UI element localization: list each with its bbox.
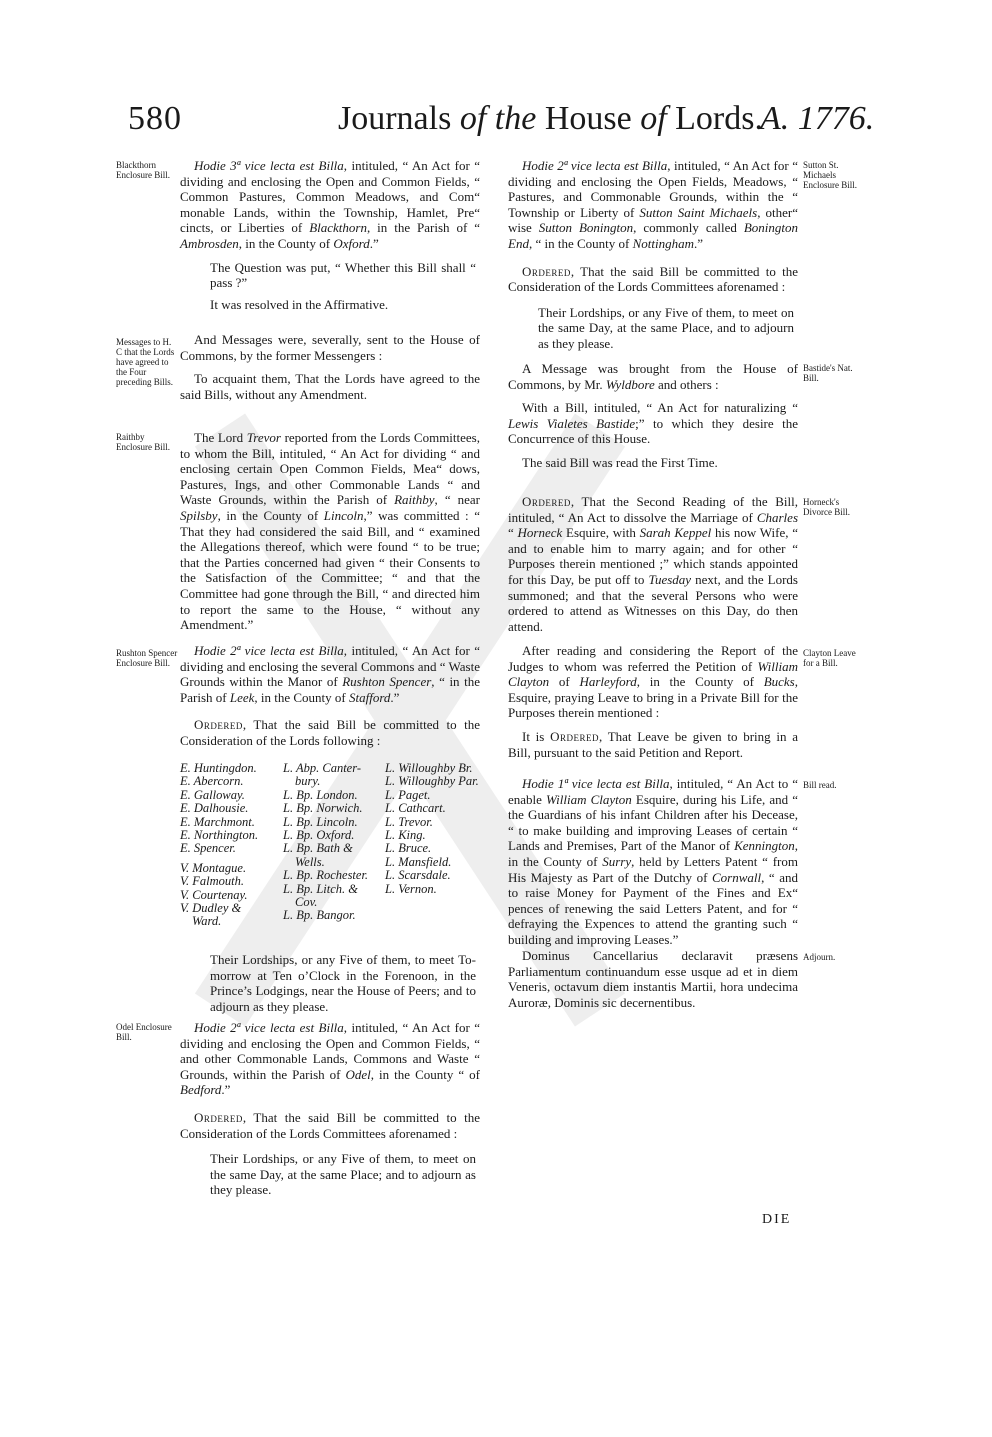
entry-horneck [508,494,798,634]
peer: V. Dudley & [180,901,242,916]
margin-note-adjourn: Adjourn. [803,952,836,962]
peer: L. Bp. Oxford. [283,828,355,843]
peer: L. Bruce. [385,841,432,856]
entry-raithby [180,430,480,633]
margin-note-bastide: Bastide's Nat. Bill. [803,363,853,383]
entry-meeting [180,952,480,1014]
peer: E. Abercorn. [180,774,244,789]
peers-column-earls [180,762,272,929]
paragraph: Hodie 2ª vice lecta est Billa, intituled, “ An Act for “ dividing and enclosing the Open Fields, Meadows, “ Pastures, and Commonable Grounds, within the “ Township or Liberty of Sutton Saint Michaels, other“ wise Sutton Bonington, commonly called Bonington End, “ in the County of Nottingham.” [508,158,799,251]
entry-rushton [180,643,480,749]
margin-note-messages: Messages to H. C that the Lords have agreed to the Four preceding Bills. [116,337,175,387]
paragraph: Their Lordships, or any Five of them, to meet on the same Day, at the same Place, and to adjourn as they please. [538,304,794,351]
paragraph: Hodie 1ª vice lecta est Billa, intituled, “ An Act to “ enable William Clayton Esquire, during his Life, and “ the Guardians of his infant Children after his Decease, “ to make building and improving Leases of certain “ Lands and Premises, Part of the Manor of Kennington, in the County of Surry, held by Letters Patent “ from His Majesty as Part of the Dutchy of Cornwall, “ and to raise Money for Payment of the Fines and Ex“ pences of renewing the said Letters Patent, and for “ defraying the Expences to attend the granting such “ building and improving Leases.” [508,776,798,947]
peer: L. Vernon. [385,881,437,896]
paragraph: The Lord Trevor reported from the Lords Committees, to whom the Bill, intituled, “ An Act for dividing “ and enclosing certain Open Common Fields, Mea“ dows, Pastures, Ings, and other Commonable Lands “ and Waste Grounds, within the Parish of Raithby, “ near Spilsby, in the County of Lincoln,” was committed : “ That they had considered the said Bill, and “ examined the Allegations thereof, which were found “ to be true; that the Parties concerned had given “ their Consents to the Satisfaction of the Committee; “ and that the Committee had gone through the Bill, “ and directed him to report the same to the House, “ without any Amendment.” [180,430,481,633]
paragraph: Hodie 2ª vice lecta est Billa, intituled, “ An Act for “ dividing and enclosing the several Commons and “ Waste Grounds within the Manor of Rushton Spencer, “ in the Parish of Leek, in the County of Stafford.” [180,643,481,705]
peer: E. Huntingdon. [180,761,257,775]
paragraph: It is Ordered, That Leave be given to bring in a Bill, pursuant to the said Petition and Report. [508,728,798,760]
paragraph: Hodie 2ª vice lecta est Billa, intituled, “ An Act for “ dividing and enclosing the Open and Common Fields, “ and other Commonable Lands, Commons and Waste “ Grounds, within the Parish of Odel, in the County “ of Bedford.” [180,1020,480,1098]
entry-odel [180,1020,480,1198]
paragraph: The Question was put, “ Whether this Bill shall “ pass ?” [210,259,476,291]
peer: V. Montague. [180,860,247,875]
margin-note-bill-read: Bill read. [803,780,837,790]
peer: E. Spencer. [180,841,236,856]
peers-column-bishops [283,762,387,923]
peer: L. Cathcart. [385,801,446,816]
year-heading: A. 1776. [760,100,875,137]
peer: bury. [295,774,321,789]
peer: E. Dalhousie. [180,801,249,816]
paragraph: With a Bill, intituled, “ An Act for naturalizing “ Lewis Vialetes Bastide;” to which they desire the Concurrence of this House. [508,400,798,447]
catchword: DIE [762,1212,792,1227]
peer: L. Willoughby Br. [385,761,473,775]
peer: L. Bp. London. [283,787,358,802]
paragraph: After reading and considering the Report of the Judges to whom was referred the Petition of William Clayton of Harleyford, in the County of Bucks, Esquire, praying Leave to bring in a Private Bill for the Purposes therein mentioned : [508,643,798,721]
peer: L. Bp. Litch. & [283,881,359,896]
peer: L. Trevor. [385,814,433,829]
margin-note-sutton: Sutton St. Michaels Enclosure Bill. [803,160,857,190]
entry-messages [180,332,480,402]
entry-clayton [508,643,798,760]
margin-note-raithby: Raithby Enclosure Bill. [116,432,170,452]
paragraph: Their Lordships, or any Five of them, to meet To-morrow at Ten o’Clock in the Forenoon, in the Prince’s Lodgings, near the House of Peers; and to adjourn as they please. [210,952,476,1014]
entry-blackthorn [180,158,480,312]
peer: L. Bp. Lincoln. [283,814,358,829]
peer: Cov. [295,895,318,910]
paragraph: Their Lordships, or any Five of them, to meet on the same Day, at the same Place; and to adjourn as they please. [210,1151,476,1198]
paragraph: Ordered, That the said Bill be committed to the Consideration of the Lords Committees aforenamed : [180,1109,480,1141]
margin-note-rushton: Rushton Spencer Enclosure Bill. [116,648,178,668]
paragraph: Ordered, That the said Bill be committed to the Consideration of the Lords following : [180,717,480,748]
peer: E. Marchmont. [180,814,255,829]
peer: V. Courtenay. [180,887,248,902]
paragraph: It was resolved in the Affirmative. [210,296,389,312]
entry-adjourn [508,948,798,1010]
page-title: Journals of the House of Lords. [338,100,763,137]
margin-note-odel: Odel Enclosure Bill. [116,1022,172,1042]
paragraph: A Message was brought from the House of Commons, by Mr. Wyldbore and others : [508,361,798,392]
paragraph: Ordered, That the Second Reading of the Bill, intituled, “ An Act to dissolve the Marriage of Charles “ Horneck Esquire, with Sarah Keppel his now Wife, “ and to enable him to marry again; and for other “ Purposes therein mentioned ;” which stands appointed for this Day, be put off to Tuesday next, and the Lords summoned; and that the several Persons who were ordered to attend as Witnesses on this Day, do then attend. [508,494,798,634]
margin-note-horneck: Horneck's Divorce Bill. [803,497,850,517]
peer: L. Willoughby Par. [385,774,479,789]
peer: L. Scarsdale. [385,868,451,883]
peer: L. Bp. Norwich. [283,801,363,816]
entry-bill-read [508,776,798,948]
peer: L. Mansfield. [385,854,452,869]
paragraph: Ordered, That the said Bill be committed to the Consideration of the Lords Committees aforenamed : [508,263,798,295]
page-number: 580 [128,100,182,137]
margin-note-clayton: Clayton Leave for a Bill. [803,648,856,668]
peer: L. Bp. Bangor. [283,908,356,923]
paragraph: Hodie 3ª vice lecta est Billa, intituled, “ An Act for “ dividing and enclosing the Open and Common Fields, “ Common Pastures, Common Meadows, and Com“ monable Lands, within the Township, Hamlet, Pre“ cincts, or Liberties of Blackthorn, in the Parish of “ Ambrosden, in the County of Oxford.” [180,158,481,251]
peer: L. King. [385,828,426,843]
peer: L. Abp. Canter- [283,761,361,775]
peer: E. Northington. [180,828,259,843]
peer: L. Bp. Rochester. [283,868,369,883]
peer: Wells. [295,854,325,869]
peer: L. Bp. Bath & [283,841,353,856]
paragraph: And Messages were, severally, sent to the House of Commons, by the former Messengers : [180,332,480,363]
entry-sutton [508,158,798,352]
peer: V. Falmouth. [180,874,245,889]
paragraph: Dominus Cancellarius declaravit præsens Parliamentum continuandum esse usque ad et in diem Veneris, octavum diem instantis Martii, hora undecima Auroræ, Dominis sic decernentibus. [508,948,798,1010]
paragraph: The said Bill was read the First Time. [522,454,718,470]
peer: E. Galloway. [180,787,245,802]
margin-note-blackthorn: Blackthorn Enclosure Bill. [116,160,170,180]
peer: Ward. [192,914,222,929]
peers-column-barons [385,762,485,896]
entry-bastide [508,361,798,471]
paragraph: To acquaint them, That the Lords have agreed to the said Bills, without any Amendment. [180,371,480,402]
peer: L. Paget. [385,787,431,802]
